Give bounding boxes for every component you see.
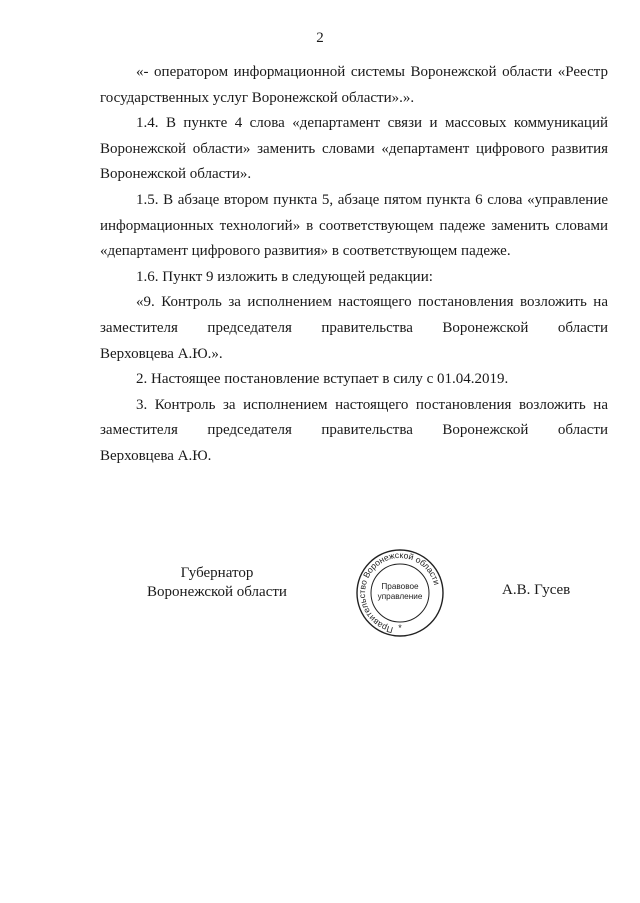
stamp-center-line: управление [377, 592, 423, 601]
signatory-title-line: Воронежской области [147, 584, 287, 600]
paragraph-line: 1.5. В абзаце втором пункта 5, абзаце пятом пункта 6 слова «управление [136, 191, 608, 208]
paragraph-2 [100, 367, 608, 393]
paragraph-line: 1.4. В пункте 4 слова «департамент связи и массовых коммуникаций [136, 115, 608, 132]
paragraph-line: информационных технологий» в соответствующем падеже заменить словами [100, 217, 608, 234]
paragraph-line: «департамент цифрового развития» в соответствующем падеже. [100, 243, 511, 260]
signature-block [0, 549, 640, 654]
official-stamp [350, 548, 450, 638]
paragraph-line: 1.6. Пункт 9 изложить в следующей редакции: [136, 268, 433, 285]
paragraph-3 [100, 393, 608, 470]
paragraph-point-9 [100, 290, 608, 367]
paragraph-operator [100, 60, 608, 111]
stamp-star-mark: * [398, 623, 402, 633]
paragraph-line: 2. Настоящее постановление вступает в силу с 01.04.2019. [136, 371, 509, 388]
paragraph-line: заместителя председателя правительства Воронежской области [100, 422, 608, 439]
paragraph-line: «- оператором информационной системы Воронежской области «Реестр [136, 64, 608, 80]
paragraph-line: 3. Контроль за исполнением настоящего постановления возложить на [136, 396, 608, 413]
signatory-title-line: Губернатор [180, 565, 254, 581]
paragraph-line: Верховцева А.Ю.». [100, 345, 223, 362]
paragraph-line: «9. Контроль за исполнением настоящего постановления возложить на [136, 294, 608, 311]
stamp-center-line: Правовое [381, 582, 419, 591]
stamp-ring-text: Правительство Воронежской области [356, 549, 442, 636]
paragraph-line: Воронежской области». [100, 166, 252, 183]
signatory-title [132, 564, 302, 602]
paragraph-line: Воронежской области» заменить словами «департамент цифрового развития [100, 140, 608, 157]
paragraph-1-6 [100, 265, 608, 291]
signatory-name: А.В. Гусев [502, 582, 571, 598]
paragraph-line: государственных услуг Воронежской области».». [100, 89, 415, 106]
paragraph-1-5 [100, 188, 608, 265]
document-body [100, 60, 608, 470]
page-number: 2 [316, 30, 324, 46]
paragraph-line: Верховцева А.Ю. [100, 447, 212, 464]
paragraph-1-4 [100, 111, 608, 188]
paragraph-line: заместителя председателя правительства Воронежской области [100, 319, 608, 336]
